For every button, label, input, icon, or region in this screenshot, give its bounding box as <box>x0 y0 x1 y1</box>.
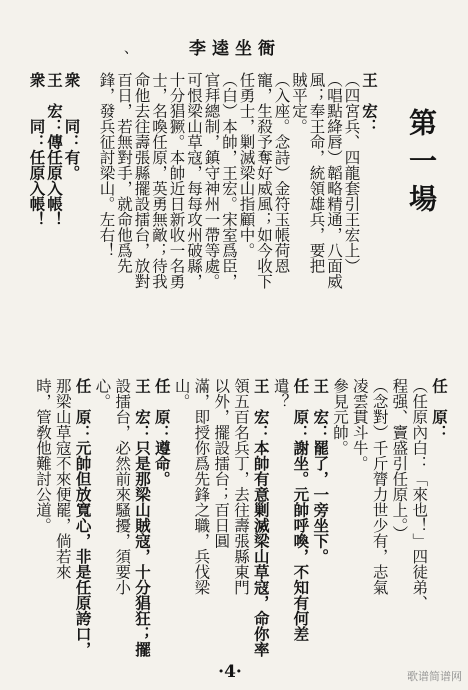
lower-columns-line: 以外，擺設擂台；百日圓 <box>212 378 231 549</box>
upper-columns-line: 鋒，發兵征討梁山。左右！ <box>97 72 116 258</box>
lower-columns-line: 領五百名兵丁，去往壽張縣東門 <box>232 378 250 595</box>
lower-columns-line: 凌雲貫斗牛。 <box>350 378 369 471</box>
lower-columns-line: 參見元帥。 <box>331 378 349 456</box>
upper-columns-line: 賊平定。 <box>290 72 308 134</box>
scene-title: 第一場 <box>405 108 438 222</box>
lower-columns-line: 設擂台，必然前來騷擾，須要小 <box>113 378 132 595</box>
upper-columns-line: 士，名喚任原，英勇無敵；待我 <box>150 72 168 289</box>
upper-columns-line: （四宮兵、四龍套引王宏上） <box>342 72 361 274</box>
lower-columns-line: 程强、竇盛引任原上。） <box>390 378 409 541</box>
upper-columns-line: 可恨梁山草寇，每每攻州破縣， <box>185 72 203 289</box>
corner-mark: 、 <box>124 41 138 57</box>
upper-columns-line: （白）本帥，王宏。宋室爲臣， <box>220 72 238 289</box>
running-header: 李逵坐衙 <box>189 39 281 59</box>
lower-columns-line: 王 宏：本帥有意剿滅梁山草寇，命你率 <box>251 378 271 657</box>
upper-columns-line: 命他去往壽張縣擺設擂台，放對 <box>132 72 151 289</box>
lower-columns-line: 王 宏：只是那梁山賊寇，十分猖狂；擺 <box>133 378 152 657</box>
lower-columns-line: 遣？ <box>271 378 290 409</box>
lower-columns-line: 心。 <box>93 378 112 409</box>
upper-columns-line: 百日，若無對手，就命他爲先 <box>115 72 133 274</box>
lower-columns-line: 任 原：遵命。 <box>152 378 172 487</box>
lower-columns-line: （任原內白：「來也！」四徒弟、 <box>410 378 429 611</box>
upper-columns-line: 寵，生殺予奪好威風；如今收下 <box>255 72 273 289</box>
lower-columns-line: 王 宏：罷了，一旁坐下。 <box>311 378 331 564</box>
upper-columns-line: 風；奉王命，統領雄兵，要把 <box>307 72 326 274</box>
upper-columns-line: （入座。念詩）金符玉帳荷恩 <box>272 72 291 274</box>
upper-columns-line: 王 宏：傳任原入帳！ <box>45 72 64 227</box>
lower-columns-line: 山。 <box>172 378 191 409</box>
lower-columns-line: 任 原： <box>430 378 449 440</box>
upper-columns-line: 官拜總制，鎮守神州一帶等處。 <box>202 72 221 289</box>
lower-columns-line: 任 原：謝坐。元帥呼喚，不知有何差 <box>291 378 311 642</box>
upper-columns-line: （唱點絳唇）韜略精通，八面威 <box>325 72 343 289</box>
upper-columns-line: 衆 同：任原入帳！ <box>27 72 47 227</box>
lower-columns-line: 那梁山草寇不來便罷，倘若來 <box>53 378 72 580</box>
upper-columns-line: 十分猖獗。本帥近日新收一名勇 <box>167 72 186 289</box>
page-number: ·4· <box>218 662 242 682</box>
upper-columns-line: 王 宏： <box>360 72 379 134</box>
watermark: 歌谱简谱网 <box>407 670 462 683</box>
lower-columns-line: （念對）千斤膂力世少有，志氣 <box>370 378 389 595</box>
lower-columns-line: 任 原：元帥但放寬心，非是任原誇口， <box>73 378 93 657</box>
upper-columns-line: 衆 同：有。 <box>62 72 82 181</box>
upper-columns-line: 任勇士，剿滅梁山指顧中。 <box>237 72 256 258</box>
lower-columns-line: 滿，即授你爲先鋒之職，兵伐梁 <box>192 378 211 595</box>
lower-columns-line: 時，管敎他難討公道。 <box>34 378 52 533</box>
